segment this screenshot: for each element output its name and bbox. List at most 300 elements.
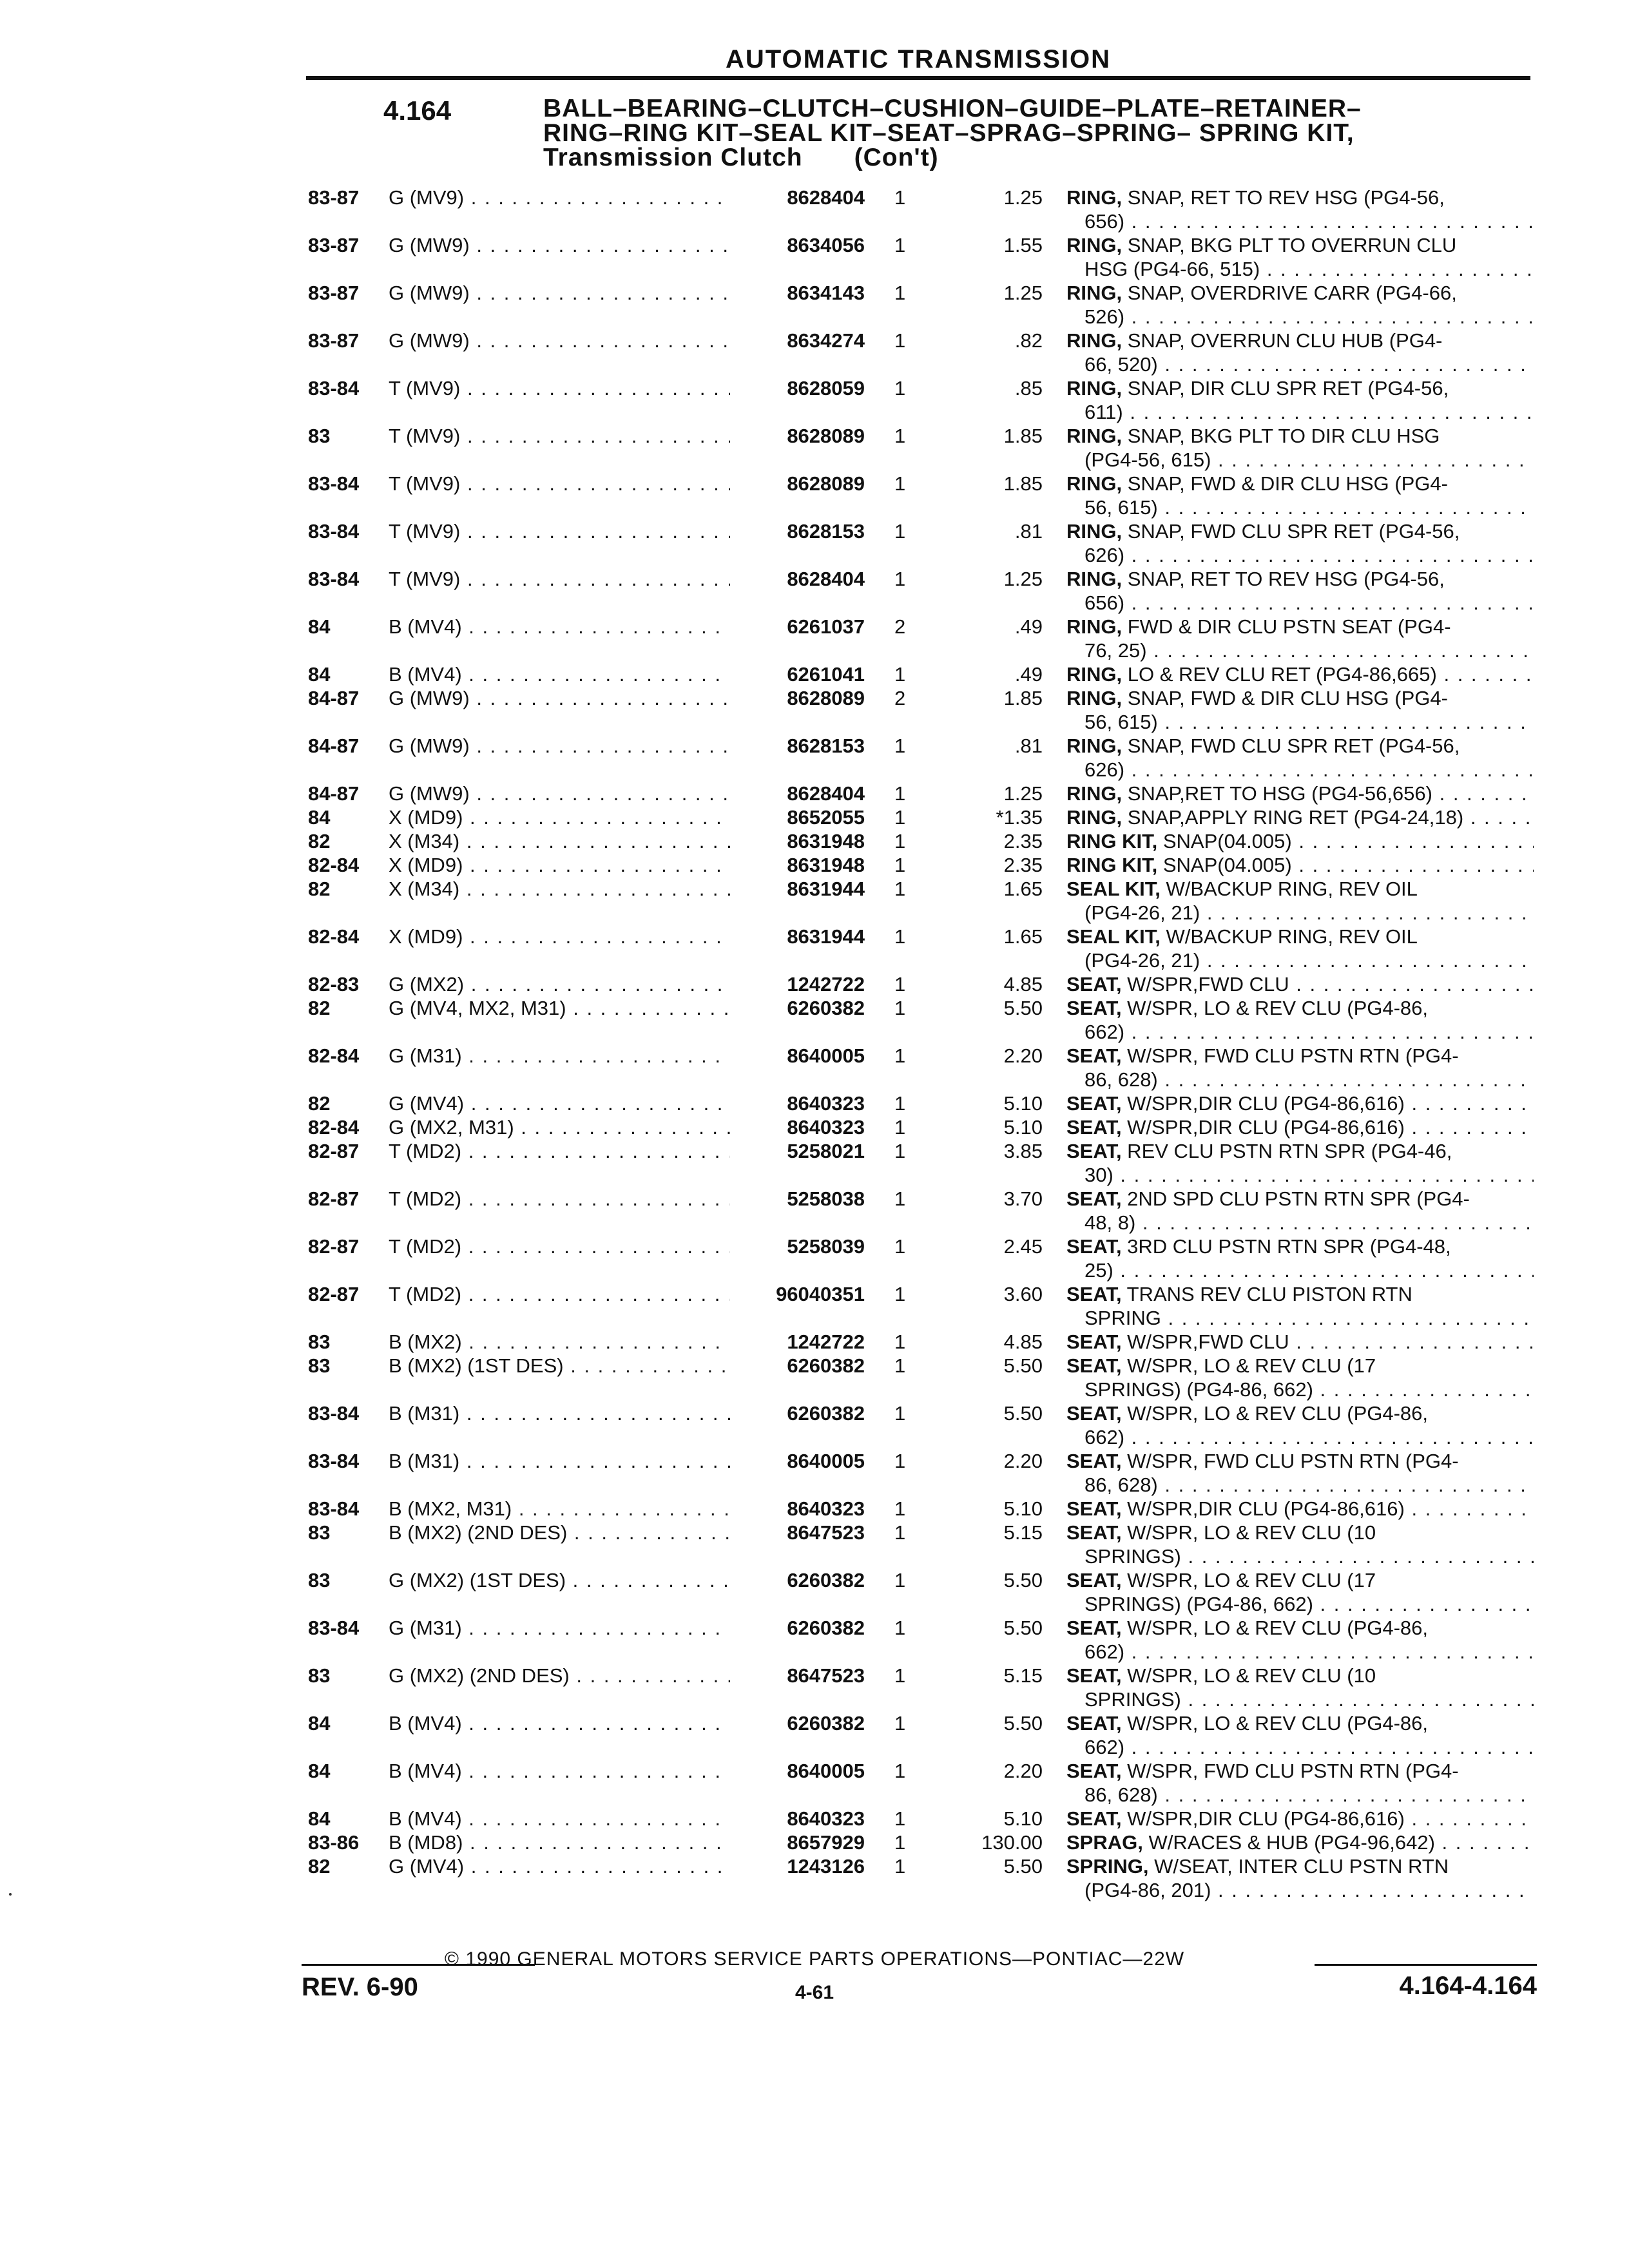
quantity: 1 — [894, 1450, 906, 1472]
model-year: 82-84 — [308, 925, 360, 948]
model-year: 84 — [308, 1807, 331, 1830]
description-keyword: SEAT, — [1066, 1521, 1122, 1544]
description-keyword: SEAT, — [1066, 1760, 1122, 1782]
table-row — [0, 376, 1629, 424]
description-keyword: SEAT, — [1066, 1497, 1122, 1520]
body-model-code: X (M34) . . . — [389, 829, 730, 853]
description-continuation: 662) . . . — [1066, 1640, 1534, 1664]
description-continuation: HSG (PG4-66, 515) . . . — [1066, 257, 1534, 281]
description-keyword: SEAT, — [1066, 1187, 1122, 1210]
model-year: 84-87 — [308, 687, 360, 709]
quantity: 1 — [894, 1092, 906, 1115]
part-number: 6260382 — [787, 1402, 865, 1425]
part-number: 6260382 — [787, 1354, 865, 1377]
body-model-code: G (MW9) . . . — [389, 329, 730, 352]
description-text: W/SPR,FWD CLU — [1121, 973, 1289, 995]
body-model-code: B (MV4) . . . — [389, 1807, 730, 1831]
description-continuation: 626) . . . — [1066, 758, 1534, 782]
header-rule — [306, 76, 1530, 80]
price: 5.15 — [1003, 1664, 1043, 1687]
price: 5.50 — [1003, 1569, 1043, 1591]
quantity: 1 — [894, 1521, 906, 1544]
price: 5.15 — [1003, 1521, 1043, 1544]
description-line — [1066, 925, 1534, 948]
description-keyword: SEAT, — [1066, 1569, 1122, 1591]
body-model-code: B (MV4) . . . — [389, 615, 730, 639]
description-line — [1066, 782, 1534, 805]
quantity: 1 — [894, 1044, 906, 1067]
description-line — [1066, 1354, 1534, 1378]
description-continuation: SPRINGS) (PG4-86, 662) . . . — [1066, 1592, 1534, 1616]
price: 1.25 — [1003, 186, 1043, 209]
description-continuation: (PG4-86, 201) . . . — [1066, 1878, 1534, 1902]
part-number: 8628089 — [787, 687, 865, 709]
description-continuation: 662) . . . — [1066, 1020, 1534, 1044]
description-line — [1066, 424, 1534, 448]
body-model-code: G (MV9) . . . — [389, 186, 730, 209]
part-description — [1066, 1831, 1534, 1854]
price: 1.65 — [1003, 878, 1043, 900]
description-line — [1066, 281, 1534, 305]
price: 2.20 — [1003, 1450, 1043, 1472]
description-line — [1066, 1497, 1534, 1521]
price: 1.65 — [1003, 925, 1043, 948]
body-model-code: X (MD9) . . . — [389, 805, 730, 829]
description-keyword: RING, — [1066, 425, 1123, 447]
description-continuation: 48, 8) . . . — [1066, 1211, 1534, 1235]
table-row — [0, 1807, 1629, 1831]
table-row — [0, 734, 1629, 782]
body-model-code: G (MX2) . . . — [389, 972, 730, 996]
description-continuation: 526) . . . — [1066, 305, 1534, 329]
body-model-code: T (MV9) . . . — [389, 472, 730, 495]
table-row — [0, 996, 1629, 1044]
part-number: 5258039 — [787, 1235, 865, 1258]
description-keyword: SEAT, — [1066, 1140, 1122, 1162]
table-row — [0, 925, 1629, 972]
body-model-code: G (MV4) . . . — [389, 1854, 730, 1878]
price: 4.85 — [1003, 973, 1043, 995]
part-description — [1066, 877, 1534, 925]
part-description — [1066, 1521, 1534, 1568]
quantity: 1 — [894, 782, 906, 805]
part-description — [1066, 972, 1534, 996]
section-title-line: RING–RING KIT–SEAL KIT–SEAT–SPRAG–SPRING– SPRING KIT, — [543, 119, 1354, 147]
part-number: 6261037 — [787, 615, 865, 638]
description-text: SNAP, BKG PLT TO OVERRUN CLU — [1122, 234, 1457, 256]
body-model-code: T (MV9) . . . — [389, 567, 730, 591]
quantity: 1 — [894, 997, 906, 1019]
model-year: 83-84 — [308, 472, 360, 495]
description-line — [1066, 829, 1534, 853]
description-line — [1066, 1521, 1534, 1544]
description-continuation: 626) . . . — [1066, 543, 1534, 567]
description-text: W/SPR, LO & REV CLU (17 — [1121, 1569, 1376, 1591]
description-keyword: SEAT, — [1066, 1807, 1122, 1830]
price: 2.35 — [1003, 830, 1043, 852]
table-row — [0, 1497, 1629, 1521]
part-description — [1066, 472, 1534, 519]
table-row — [0, 1664, 1629, 1711]
body-model-code: X (M34) . . . — [389, 877, 730, 901]
description-text: W/SPR, LO & REV CLU (PG4-86, — [1121, 1402, 1429, 1425]
body-model-code: B (MD8) . . . — [389, 1831, 730, 1854]
description-continuation: (PG4-26, 21) . . . — [1066, 948, 1534, 972]
quantity: 1 — [894, 377, 906, 399]
quantity: 1 — [894, 1331, 906, 1353]
description-line — [1066, 1807, 1534, 1831]
model-year: 82 — [308, 1855, 331, 1878]
part-description — [1066, 1497, 1534, 1521]
table-row — [0, 472, 1629, 519]
model-year: 83 — [308, 1521, 331, 1544]
description-line — [1066, 1115, 1534, 1139]
model-year: 84 — [308, 615, 331, 638]
quantity: 1 — [894, 568, 906, 590]
description-text: SNAP, OVERDRIVE CARR (PG4-66, — [1122, 282, 1457, 304]
price: 2.20 — [1003, 1760, 1043, 1782]
description-text: W/SPR,DIR CLU (PG4-86,616) — [1121, 1807, 1405, 1830]
description-line — [1066, 1282, 1534, 1306]
description-continuation: 662) . . . — [1066, 1425, 1534, 1449]
part-number: 8628153 — [787, 520, 865, 543]
parts-list — [0, 186, 1629, 1902]
price: 1.85 — [1003, 425, 1043, 447]
table-row — [0, 233, 1629, 281]
part-number: 8657929 — [787, 1831, 865, 1854]
part-number: 1242722 — [787, 1331, 865, 1353]
table-row — [0, 281, 1629, 329]
part-description — [1066, 1091, 1534, 1115]
body-model-code: T (MD2) . . . — [389, 1187, 730, 1211]
table-row — [0, 686, 1629, 734]
description-line — [1066, 1044, 1534, 1068]
part-number: 8628089 — [787, 472, 865, 495]
description-keyword: SEAT, — [1066, 1092, 1122, 1115]
part-description — [1066, 925, 1534, 972]
body-model-code: G (MW9) . . . — [389, 686, 730, 710]
part-description — [1066, 853, 1534, 877]
body-model-code: T (MD2) . . . — [389, 1235, 730, 1258]
model-year: 83 — [308, 1354, 331, 1377]
description-line — [1066, 186, 1534, 209]
quantity: 1 — [894, 1569, 906, 1591]
price: 3.70 — [1003, 1187, 1043, 1210]
model-year: 83-84 — [308, 377, 360, 399]
description-line — [1066, 1187, 1534, 1211]
part-description — [1066, 281, 1534, 329]
model-year: 82-87 — [308, 1235, 360, 1258]
body-model-code: G (M31) . . . — [389, 1044, 730, 1068]
table-row — [0, 329, 1629, 376]
part-description — [1066, 1044, 1534, 1091]
description-continuation: 86, 628) . . . — [1066, 1783, 1534, 1807]
description-keyword: RING, — [1066, 782, 1123, 805]
part-number: 6260382 — [787, 1569, 865, 1591]
description-text: SNAP, BKG PLT TO DIR CLU HSG — [1122, 425, 1440, 447]
part-description — [1066, 233, 1534, 281]
model-year: 83-87 — [308, 186, 360, 209]
part-number: 8628404 — [787, 186, 865, 209]
model-year: 82-87 — [308, 1140, 360, 1162]
description-line — [1066, 972, 1534, 996]
part-number: 8628153 — [787, 735, 865, 757]
part-number: 8647523 — [787, 1664, 865, 1687]
part-number: 8631944 — [787, 878, 865, 900]
body-model-code: G (M31) . . . — [389, 1616, 730, 1640]
part-number: 5258021 — [787, 1140, 865, 1162]
part-number: 8640323 — [787, 1497, 865, 1520]
description-keyword: RING KIT, — [1066, 830, 1158, 852]
part-number: 8640323 — [787, 1807, 865, 1830]
body-model-code: G (MW9) . . . — [389, 734, 730, 758]
body-model-code: G (MW9) . . . — [389, 233, 730, 257]
description-keyword: RING, — [1066, 735, 1123, 757]
part-number: 8628404 — [787, 568, 865, 590]
description-text: W/SPR, LO & REV CLU (PG4-86, — [1121, 997, 1429, 1019]
quantity: 2 — [894, 615, 906, 638]
model-year: 83 — [308, 1331, 331, 1353]
description-line — [1066, 472, 1534, 495]
quantity: 1 — [894, 973, 906, 995]
part-number: 8631944 — [787, 925, 865, 948]
body-model-code: T (MV9) . . . — [389, 519, 730, 543]
part-number: 5258038 — [787, 1187, 865, 1210]
table-row — [0, 782, 1629, 805]
description-continuation: (PG4-56, 615) . . . — [1066, 448, 1534, 472]
quantity: 1 — [894, 1497, 906, 1520]
description-text: W/SEAT, INTER CLU PSTN RTN — [1148, 1855, 1449, 1878]
description-line — [1066, 1831, 1534, 1854]
description-text: W/BACKUP RING, REV OIL — [1160, 878, 1418, 900]
description-text: SNAP, FWD & DIR CLU HSG (PG4- — [1122, 687, 1448, 709]
description-line — [1066, 1568, 1534, 1592]
description-line — [1066, 734, 1534, 758]
description-keyword: SEAT, — [1066, 1712, 1122, 1735]
model-year: 82-87 — [308, 1283, 360, 1305]
quantity: 1 — [894, 1664, 906, 1687]
description-text: W/SPR,DIR CLU (PG4-86,616) — [1121, 1116, 1405, 1139]
model-year: 82-84 — [308, 854, 360, 876]
part-number: 8652055 — [787, 806, 865, 829]
quantity: 1 — [894, 234, 906, 256]
part-description — [1066, 424, 1534, 472]
table-row — [0, 1354, 1629, 1401]
body-model-code: G (MV4) . . . — [389, 1091, 730, 1115]
description-text: SNAP,APPLY RING RET (PG4-24,18) — [1122, 806, 1464, 829]
section-title-line — [543, 146, 1523, 170]
body-model-code: G (MW9) . . . — [389, 281, 730, 305]
table-row — [0, 805, 1629, 829]
description-keyword: RING KIT, — [1066, 854, 1158, 876]
description-continuation: SPRINGS) . . . — [1066, 1544, 1534, 1568]
description-text: SNAP, FWD CLU SPR RET (PG4-56, — [1122, 520, 1460, 543]
description-keyword: RING, — [1066, 806, 1123, 829]
section-range: 4.164-4.164 — [1399, 1972, 1537, 2000]
model-year: 83-84 — [308, 1617, 360, 1639]
model-year: 83-84 — [308, 520, 360, 543]
table-row — [0, 1831, 1629, 1854]
description-keyword: SEAT, — [1066, 1235, 1122, 1258]
description-line — [1066, 1854, 1534, 1878]
quantity: 1 — [894, 806, 906, 829]
description-text: W/SPR, LO & REV CLU (PG4-86, — [1121, 1712, 1429, 1735]
model-year: 84 — [308, 1712, 331, 1735]
description-text: 2ND SPD CLU PSTN RTN SPR (PG4- — [1121, 1187, 1470, 1210]
description-keyword: RING, — [1066, 282, 1123, 304]
description-line — [1066, 1664, 1534, 1687]
price: 1.55 — [1003, 234, 1043, 256]
model-year: 82 — [308, 878, 331, 900]
description-keyword: SEAT, — [1066, 1044, 1122, 1067]
quantity: 1 — [894, 1116, 906, 1139]
description-keyword: SEAT, — [1066, 1664, 1122, 1687]
price: 3.60 — [1003, 1283, 1043, 1305]
part-description — [1066, 615, 1534, 662]
price: 1.25 — [1003, 282, 1043, 304]
revision-label: REV. 6-90 — [302, 1973, 418, 2001]
page-header-title: AUTOMATIC TRANSMISSION — [725, 45, 1112, 73]
table-row — [0, 1568, 1629, 1616]
part-number: 6261041 — [787, 663, 865, 686]
price: 5.50 — [1003, 1354, 1043, 1377]
part-description — [1066, 1616, 1534, 1664]
description-text: W/SPR, FWD CLU PSTN RTN (PG4- — [1121, 1044, 1459, 1067]
model-year: 83-87 — [308, 282, 360, 304]
part-number: 8634143 — [787, 282, 865, 304]
part-description — [1066, 567, 1534, 615]
table-row — [0, 519, 1629, 567]
description-keyword: SEAT, — [1066, 1402, 1122, 1425]
description-keyword: RING, — [1066, 615, 1123, 638]
quantity: 1 — [894, 925, 906, 948]
description-continuation: 611) . . . — [1066, 400, 1534, 424]
quantity: 1 — [894, 1140, 906, 1162]
body-model-code: G (MX2, M31) . . . — [389, 1115, 730, 1139]
table-row — [0, 1235, 1629, 1282]
model-year: 82-84 — [308, 1044, 360, 1067]
body-model-code: T (MD2) . . . — [389, 1139, 730, 1163]
price: 5.10 — [1003, 1116, 1043, 1139]
price: .81 — [1014, 520, 1043, 543]
table-row — [0, 829, 1629, 853]
part-number: 8634274 — [787, 329, 865, 352]
scan-speck — [9, 1893, 12, 1896]
table-row — [0, 1711, 1629, 1759]
part-number: 8628404 — [787, 782, 865, 805]
description-keyword: RING, — [1066, 234, 1123, 256]
price: 130.00 — [981, 1831, 1043, 1854]
description-keyword: SPRAG, — [1066, 1831, 1143, 1854]
model-year: 82 — [308, 1092, 331, 1115]
part-description — [1066, 662, 1534, 686]
part-number: 8640005 — [787, 1044, 865, 1067]
part-description — [1066, 1449, 1534, 1497]
part-description — [1066, 805, 1534, 829]
body-model-code: T (MV9) . . . — [389, 424, 730, 448]
part-description — [1066, 1807, 1534, 1831]
part-description — [1066, 1664, 1534, 1711]
price: .85 — [1014, 377, 1043, 399]
model-year: 83-84 — [308, 1497, 360, 1520]
table-row — [0, 567, 1629, 615]
quantity: 1 — [894, 830, 906, 852]
description-line — [1066, 376, 1534, 400]
part-description — [1066, 686, 1534, 734]
price: 5.10 — [1003, 1497, 1043, 1520]
quantity: 1 — [894, 663, 906, 686]
description-keyword: RING, — [1066, 520, 1123, 543]
part-number: 8640323 — [787, 1116, 865, 1139]
quantity: 1 — [894, 854, 906, 876]
description-line — [1066, 805, 1534, 829]
table-row — [0, 662, 1629, 686]
description-keyword: SEAT, — [1066, 1116, 1122, 1139]
model-year: 84-87 — [308, 782, 360, 805]
description-continuation: 656) . . . — [1066, 209, 1534, 233]
body-model-code: B (MV4) . . . — [389, 1759, 730, 1783]
part-number: 8640005 — [787, 1760, 865, 1782]
part-description — [1066, 1568, 1534, 1616]
part-description — [1066, 829, 1534, 853]
description-keyword: RING, — [1066, 472, 1123, 495]
part-number: 8631948 — [787, 830, 865, 852]
table-row — [0, 1282, 1629, 1330]
description-continuation: 662) . . . — [1066, 1735, 1534, 1759]
model-year: 83-84 — [308, 1402, 360, 1425]
model-year: 82-83 — [308, 973, 360, 995]
description-line — [1066, 1139, 1534, 1163]
body-model-code: X (MD9) . . . — [389, 925, 730, 948]
price: .81 — [1014, 735, 1043, 757]
part-description — [1066, 1354, 1534, 1401]
model-year: 82 — [308, 997, 331, 1019]
part-number: 96040351 — [776, 1283, 865, 1305]
continued-marker: (Con't) — [854, 144, 939, 171]
body-model-code: T (MV9) . . . — [389, 376, 730, 400]
body-model-code: G (MW9) . . . — [389, 782, 730, 805]
quantity: 1 — [894, 1855, 906, 1878]
model-year: 84-87 — [308, 735, 360, 757]
price: 2.20 — [1003, 1044, 1043, 1067]
body-model-code: G (MX2) (1ST DES) . . . — [389, 1568, 730, 1592]
section-title-text: Transmission Clutch — [543, 144, 803, 171]
price: 1.85 — [1003, 687, 1043, 709]
description-text: TRANS REV CLU PISTON RTN — [1121, 1283, 1412, 1305]
quantity: 1 — [894, 878, 906, 900]
description-keyword: SEAL KIT, — [1066, 878, 1161, 900]
body-model-code: B (M31) . . . — [389, 1401, 730, 1425]
price: 3.85 — [1003, 1140, 1043, 1162]
part-number: 8628059 — [787, 377, 865, 399]
price: 4.85 — [1003, 1331, 1043, 1353]
description-text: W/SPR, FWD CLU PSTN RTN (PG4- — [1121, 1450, 1459, 1472]
section-title-line: BALL–BEARING–CLUTCH–CUSHION–GUIDE–PLATE–RETAINER– — [543, 95, 1362, 122]
description-continuation: 56, 615) . . . — [1066, 710, 1534, 734]
description-text: W/SPR,FWD CLU — [1121, 1331, 1289, 1353]
quantity: 1 — [894, 1235, 906, 1258]
quantity: 1 — [894, 735, 906, 757]
description-line — [1066, 1616, 1534, 1640]
body-model-code: B (MX2) (1ST DES) . . . — [389, 1354, 730, 1378]
table-row — [0, 877, 1629, 925]
part-number: 8640323 — [787, 1092, 865, 1115]
description-keyword: SEAT, — [1066, 1331, 1122, 1353]
description-text: FWD & DIR CLU PSTN SEAT (PG4- — [1122, 615, 1451, 638]
part-number: 6260382 — [787, 1712, 865, 1735]
price: 5.50 — [1003, 997, 1043, 1019]
part-description — [1066, 996, 1534, 1044]
